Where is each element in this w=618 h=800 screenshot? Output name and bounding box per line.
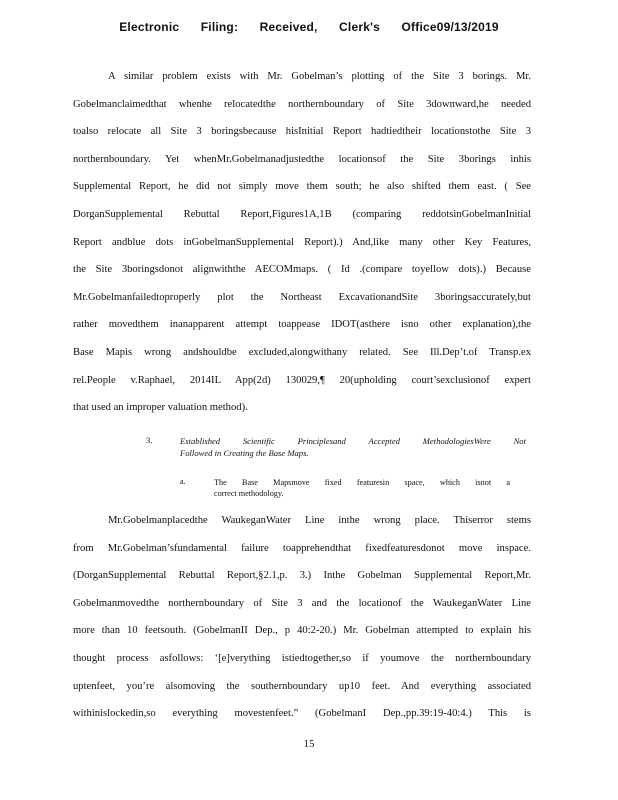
paragraph-2-line: withinislockedin,so everything movestenfeet.” (GobelmanI Dep.,pp.39:19-40:4.) This is — [73, 708, 531, 720]
paragraph-1-line: DorganSupplemental Rebuttal Report,Figures1A,1B (comparing reddotsinGobelmanInitial — [73, 209, 531, 220]
paragraph-2-line: (DorganSupplemental Rebuttal Report,§2.1,p. 3.) Inthe Gobelman Supplemental Report,Mr. — [73, 570, 531, 582]
paragraph-1-line: northernboundary. Yet whenMr.Gobelmanadjustedthe locationsof the Site 3borings inhis — [73, 153, 531, 165]
paragraph-2-line: Gobelmanmovedthe northernboundary of Site 3 and the locationof the WaukeganWater Line — [73, 597, 531, 609]
paragraph-2-line: uptenfeet, you’re alsomoving the southernboundary up10 feet. And everything associated — [73, 680, 531, 692]
paragraph-1-line: Report andblue dots inGobelmanSupplemental Report).) And,like many other Key Features, — [73, 236, 531, 248]
paragraph-1-line: rel.People v.Raphael, 2014IL App(2d) 130029,¶ 20(upholding court’sexclusionof expert — [73, 374, 531, 386]
subsection-heading-a-line: correct methodology. — [214, 489, 284, 498]
section-heading-3-line: Followed in Creating the Base Maps. — [180, 448, 309, 458]
section-heading-3-number: 3. — [146, 435, 153, 445]
page-number: 15 — [303, 738, 315, 750]
paragraph-1-line: the Site 3boringsdonot alignwiththe AECOMmaps. ( Id .(compare toyellow dots).) Because — [73, 264, 531, 276]
section-heading-3-line: Established Scientific Principlesand Accepted MethodologiesWere Not — [180, 436, 526, 446]
paragraph-1-line: Mr.Gobelmanfailedtoproperly plot the Northeast ExcavationandSite 3boringsaccurately,but — [73, 291, 531, 303]
paragraph-1-line: rather movedthem inanapparent attempt toappease IDOT(asthere isno other explanation),the — [73, 319, 531, 331]
paragraph-2-line: thought process asfollows: ‘[e]verything istiedtogether,so if youmove the northernboundary — [73, 653, 531, 664]
filing-header: Electronic Filing: Received, Clerk's Office09/13/2019 — [119, 20, 499, 34]
paragraph-2-line: more than 10 feetsouth. (GobelmanII Dep., p 40:2-20.) Mr. Gobelman attempted to explain his — [73, 625, 531, 637]
paragraph-2-line: Mr.Gobelmanplacedthe WaukeganWater Line inthe wrong place. Thiserror stems — [108, 515, 531, 526]
paragraph-1-line: Base Mapis wrong andshouldbe excluded,alongwithany related. See Ill.Dep’t.of Transp.ex — [73, 347, 531, 358]
paragraph-1-line: toalso relocate all Site 3 boringsbecause hisInitial Report hadtiedtheir locationstothe Site 3 — [73, 126, 531, 138]
subsection-heading-a-number: a. — [180, 477, 186, 486]
paragraph-2-line: from Mr.Gobelman’sfundamental failure toapprehendthat fixedfeaturesdonot move inspace. — [73, 542, 531, 554]
subsection-heading-a-line: The Base Mapsmove fixed featuresin space, which isnot a — [214, 478, 510, 487]
paragraph-1-line: A similar problem exists with Mr. Gobelman’s plotting of the Site 3 borings. Mr. — [108, 71, 531, 82]
paragraph-1-line: Supplemental Report, he did not simply move them south; he also shifted them east. ( See — [73, 181, 531, 193]
paragraph-1-line: that used an improper valuation method). — [73, 402, 248, 414]
paragraph-1-line: Gobelmanclaimedthat whenhe relocatedthe northernboundary of Site 3downward,he needed — [73, 98, 531, 110]
